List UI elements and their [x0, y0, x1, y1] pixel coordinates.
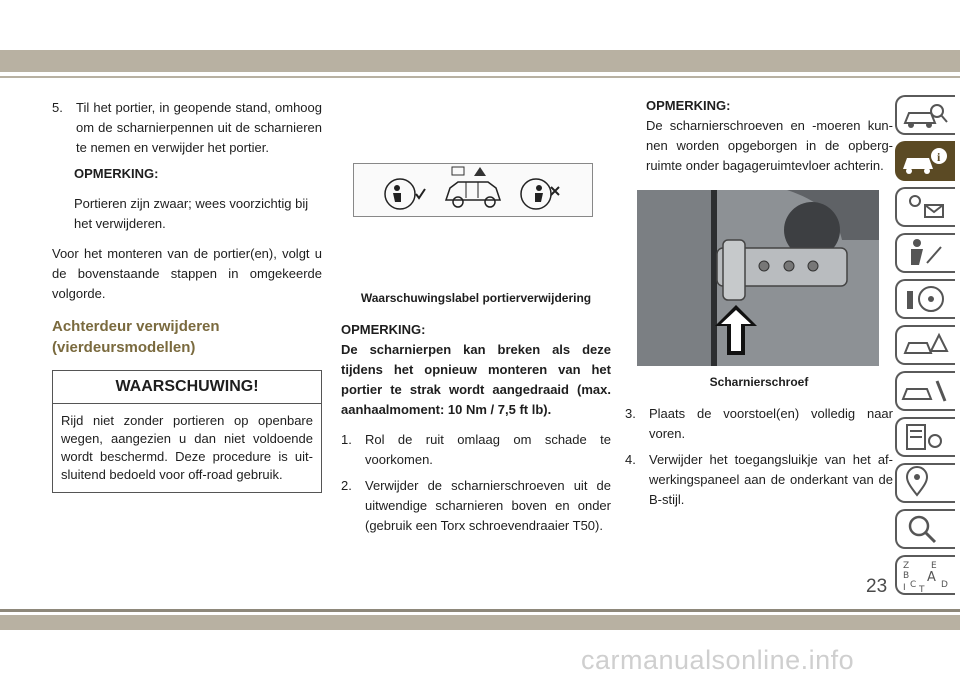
step-text: Verwijder het toegangsluikje van het af-werkingspaneel aan de onderkant van de B-stijl. — [649, 452, 893, 507]
step-number: 1. — [341, 432, 352, 447]
footer-band — [0, 615, 960, 630]
tab-car-info[interactable] — [895, 141, 955, 181]
column-left — [52, 98, 322, 493]
map-pin-icon — [897, 465, 953, 501]
step-3 — [625, 404, 893, 444]
warning-title: WAARSCHUWING! — [53, 371, 321, 404]
step-number: 5. — [52, 100, 63, 115]
step-text: Plaats de voorstoel(en) volledig naar voren. — [649, 406, 893, 441]
step-text: Til het portier, in geopende stand, omhoog om de scharnierpennen uit de scharnieren te nemen en verwijder het portier. — [76, 100, 322, 155]
step-number: 4. — [625, 452, 636, 467]
note-label: OPMERKING: — [74, 166, 159, 181]
index-letter: C — [910, 580, 917, 590]
step-text: Verwijder de scharnierschroeven uit de uitwendige scharnieren boven en onder (gebruik een Torx schroevendraaier T50). — [365, 478, 611, 533]
tab-magnifier[interactable] — [895, 509, 955, 549]
step-1 — [341, 430, 611, 470]
section-title-line2: (vierdeursmodellen) — [52, 339, 196, 356]
index-letter: I — [903, 583, 906, 593]
index-letter: Z — [903, 561, 910, 571]
paragraph: Voor het monteren van de portier(en), volgt u de bovenstaande stappen in omgekeerde volgorde. — [52, 246, 322, 301]
tab-warning-lights[interactable] — [895, 187, 955, 227]
tab-car-crash[interactable] — [895, 325, 955, 365]
header-band — [0, 50, 960, 72]
tab-list-gears[interactable] — [895, 417, 955, 457]
warning-body: Rijd niet zonder portieren op openbare wegen, aangezien u dan niet voldoende wordt beschermd. Deze procedure is uit-sluitend bedoeld voor off-road gebruik. — [61, 413, 313, 482]
steering-wheel-icon — [897, 281, 953, 317]
note-text: Portieren zijn zwaar; wees voorzichtig bij het verwijderen. — [74, 196, 309, 231]
index-letter: D — [941, 580, 948, 590]
magnifier-icon — [897, 511, 953, 547]
note-label: OPMERKING: — [646, 98, 731, 113]
page-number: 23 — [866, 576, 888, 597]
tab-steering-wheel[interactable] — [895, 279, 955, 319]
header-rule — [0, 76, 960, 78]
label-image-caption: Waarschuwingslabel portierverwijdering — [360, 291, 592, 305]
section-title — [52, 316, 322, 358]
tab-car-wrench[interactable] — [895, 371, 955, 411]
car-crash-icon — [897, 327, 953, 363]
car-wrench-icon — [897, 373, 953, 409]
airbag-person-icon — [897, 235, 953, 271]
tab-car-search[interactable] — [895, 95, 955, 135]
tab-map-pin[interactable] — [895, 463, 955, 503]
car-search-icon — [897, 97, 953, 133]
index-letter: T — [919, 585, 925, 593]
step-4 — [625, 450, 893, 510]
warning-lights-icon — [897, 189, 953, 225]
index-letter: A — [927, 570, 936, 585]
step-2 — [341, 476, 611, 536]
car-info-icon — [897, 143, 953, 179]
warning-box — [52, 370, 322, 493]
step-number: 2. — [341, 478, 352, 493]
svg-text:i: i — [937, 150, 941, 164]
step-text: Rol de ruit omlaag om schade te voorkomen. — [365, 432, 611, 467]
index-letter: B — [903, 571, 910, 581]
index-letter: E — [931, 561, 937, 571]
hinge-photo-caption: Scharnierschroef — [709, 375, 809, 389]
step-number: 3. — [625, 406, 636, 421]
footer-rule — [0, 609, 960, 612]
list-gears-icon — [897, 419, 953, 455]
column-right — [625, 96, 893, 516]
column-middle — [341, 96, 611, 542]
note-label: OPMERKING: — [341, 322, 426, 337]
alphabet-index-icon — [897, 557, 953, 593]
step-5 — [52, 98, 322, 158]
note-text: De scharnierpen kan breken als deze tijdens het opnieuw monteren van het portier te strak wordt aangedraaid (max. aanhaalmoment: 10 Nm / 7,5 ft lb). — [341, 342, 611, 417]
tab-alphabet-index[interactable] — [895, 555, 955, 595]
tab-airbag-person[interactable] — [895, 233, 955, 273]
watermark: carmanualsonline.info — [581, 645, 855, 675]
section-title-line1: Achterdeur verwijderen — [52, 318, 220, 335]
note-text: De scharnierschroeven en -moeren kun-nen worden opgeborgen in de opberg-ruimte onder bagageruimtevloer achterin. — [646, 118, 893, 173]
